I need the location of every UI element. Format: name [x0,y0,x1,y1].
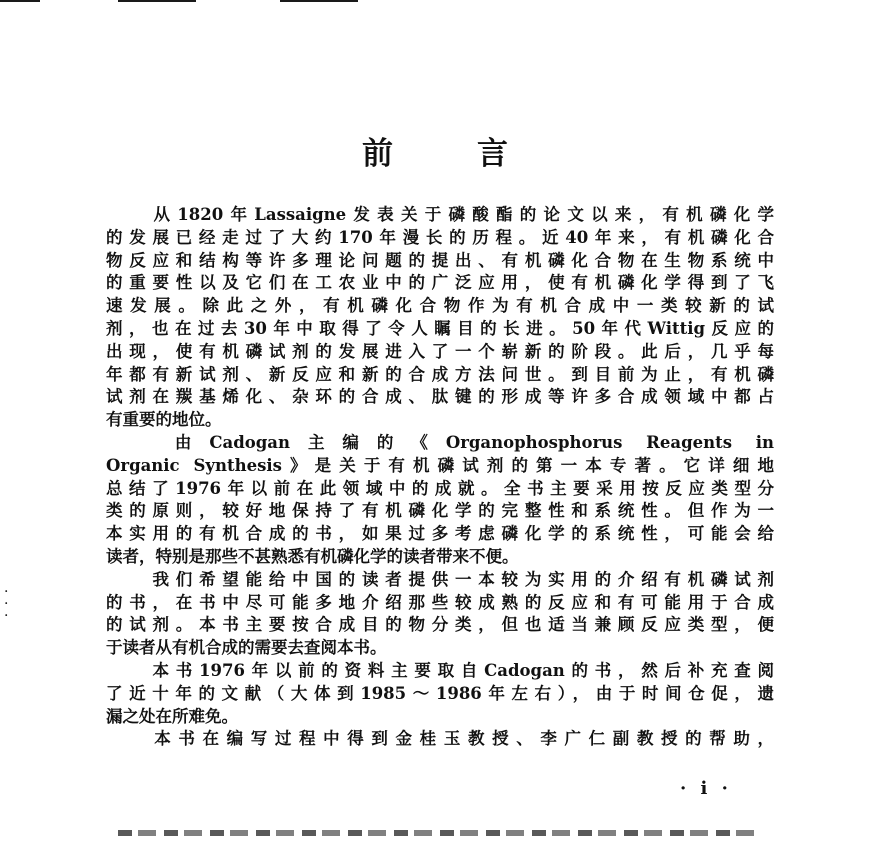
text-line: 由Cadogan主编的《Organophosphorus Reagents in [106,432,774,452]
scan-edge-mark-middle [118,0,196,2]
bottom-scan-noise [118,830,758,836]
text-line: 类的原则，较好地保持了有机磷化学的完整性和系统性。但作为一 [106,501,774,521]
text-line: 本书1976年以前的资料主要取自Cadogan的书，然后补充查阅 [106,660,774,680]
text-line: 我们希望能给中国的读者提供一本较为实用的介绍有机磷试剂 [106,569,774,589]
text-line: 于读者从有机合成的需要去查阅本书。 [106,638,387,658]
text-line: Organic Synthesis》是关于有机磷试剂的第一本专著。它详细地 [106,455,774,475]
margin-scan-dots: · · · [4,584,9,624]
page-number: · i · [680,778,732,799]
scan-edge-mark-left [0,0,40,2]
text-line: 了近十年的文献（大体到1985～1986年左右），由于时间仓促，遗 [106,683,774,703]
text-line: 的试剂。本书主要按合成目的物分类，但也适当兼顾反应类型，便 [106,615,774,635]
paragraph-4 [106,660,774,728]
paragraph-2 [106,432,774,569]
text-line: 本书在编写过程中得到金桂玉教授、李广仁副教授的帮助， [106,729,774,749]
text-line: 的发展已经走过了大约170年漫长的历程。近40年来，有机磷化合 [106,227,774,247]
text-line: 读者，特别是那些不甚熟悉有机磷化学的读者带来不便。 [106,546,519,566]
text-line: 本实用的有机合成的书，如果过多考虑磷化学的系统性，可能会给 [106,524,774,544]
text-line: 的书，在书中尽可能多地介绍那些较成熟的反应和有可能用于合成 [106,592,774,612]
text-line: 剂，也在过去30年中取得了令人瞩目的长进。50年代Wittig反应的 [106,318,774,338]
text-line: 物反应和结构等许多理论问题的提出、有机磷化合物在生物系统中 [106,250,774,270]
title-char-2: 言 [477,136,508,172]
text-line: 年都有新试剂、新反应和新的合成方法问世。到目前为止，有机磷 [106,364,774,384]
text-line: 总结了1976年以前在此领域中的成就。全书主要采用按反应类型分 [106,478,774,498]
title-char-1: 前 [362,136,393,172]
preface-body [106,204,774,751]
text-line: 速发展。除此之外，有机磷化合物作为有机合成中一类较新的试 [106,296,774,316]
text-line: 从1820年Lassaigne发表关于磷酸酯的论文以来，有机磷化学 [106,205,774,224]
text-line: 漏之处在所难免。 [106,706,238,726]
page-title [0,128,870,173]
paragraph-1 [106,204,774,432]
text-line: 出现，使有机磷试剂的发展进入了一个崭新的阶段。此后，几乎每 [106,341,774,361]
text-line: 试剂在羰基烯化、杂环的合成、肽键的形成等许多合成领域中都占 [106,387,774,407]
text-line: 的重要性以及它们在工农业中的广泛应用，使有机磷化学得到了飞 [106,273,774,293]
paragraph-5 [106,728,774,751]
paragraph-3 [106,569,774,660]
text-line: 有重要的地位。 [106,410,222,430]
scan-edge-mark-right [280,0,358,2]
